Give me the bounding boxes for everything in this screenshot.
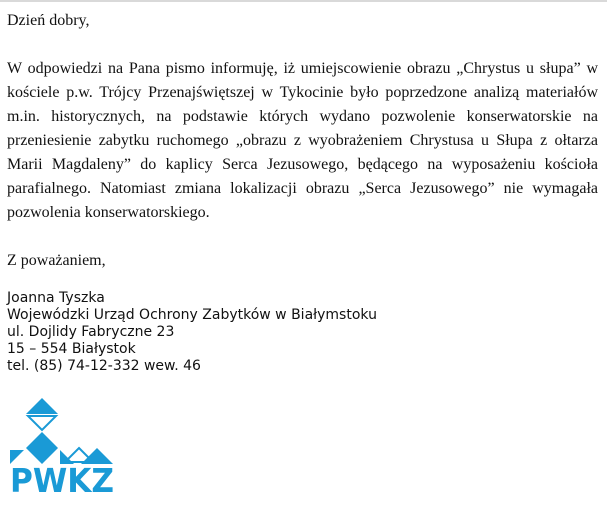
signature-block (7, 290, 377, 375)
signature-street: ul. Dojlidy Fabryczne 23 (7, 324, 175, 340)
letter-body (7, 9, 598, 273)
closing: Z poważaniem, (7, 252, 106, 269)
signature-name: Joanna Tyszka (7, 290, 105, 306)
logo-text: PWKZ (10, 461, 114, 496)
signature-city: 15 – 554 Białystok (7, 341, 136, 357)
greeting: Dzień dobry, (7, 12, 90, 29)
signature-phone: tel. (85) 74-12-332 wew. 46 (7, 358, 201, 374)
logo-shape-top-outline (28, 416, 56, 430)
signature-office: Wojewódzki Urząd Ochrony Zabytków w Białymstoku (7, 307, 377, 323)
logo-shape-top (26, 398, 58, 414)
body-paragraph: W odpowiedzi na Pana pismo informuję, iż umiejscowienie obrazu „Chrystus u słupa” w kościele p.w. Trójcy Przenajświętszej w Tykocinie było poprzedzone analizą materiałów m.in. historycznych, na podstawie których wydano pozwolenie konserwatorskie na przeniesienie zabytku ruchomego „obrazu z wyobrażeniem Chrystusa u Słupa z ołtarza Marii Magdaleny” do kaplicy Serca Jezusowego, będącego na wyposażeniu kościoła parafialnego. Natomiast zmiana lokalizacji obrazu „Serca Jezusowego” nie wymagała pozwolenia konserwatorskiego. (7, 60, 598, 221)
pwkz-logo (7, 396, 117, 496)
logo-shape-middle (26, 432, 58, 464)
top-divider (0, 0, 607, 2)
